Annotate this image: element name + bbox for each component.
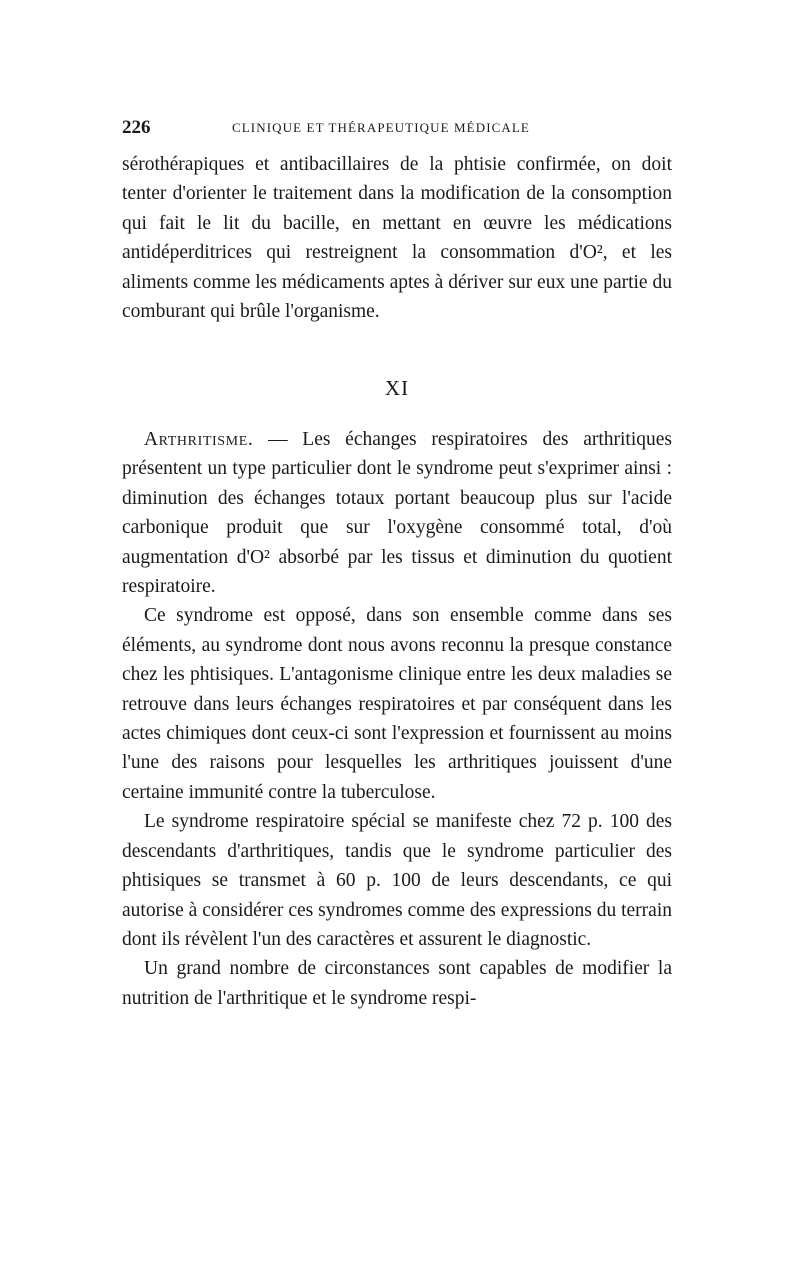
section-paragraph-3: Le syndrome respiratoire spécial se manifeste chez 72 p. 100 des descendants d'arthritiques, tandis que le syndrome particulier des phtisiques se transmet à 60 p. 100 de leurs descendants, ce qui autorise à considérer ces syndromes comme des expressions du terrain dont ils révèlent l'un des caractères et assurent le diagnostic.	[122, 811, 672, 950]
opening-text-block	[122, 150, 672, 326]
section-paragraph-4: Un grand nombre de circonstances sont capables de modifier la nutrition de l'arthritique et le syndrome respi-	[122, 958, 672, 1009]
page-number: 226	[122, 117, 151, 138]
section-heading: XI	[384, 376, 410, 400]
running-title: CLINIQUE ET THÉRAPEUTIQUE MÉDICALE	[232, 120, 530, 135]
running-header	[122, 117, 672, 141]
section-paragraph-2: Ce syndrome est opposé, dans son ensemble comme dans ses éléments, au syndrome dont nous avons reconnu la presque constance chez les phtisiques. L'antagonisme clinique entre les deux maladies se retrouve dans leurs échanges respiratoires et par conséquent dans les actes chimiques dont ceux-ci sont l'expression et fournissent au moins l'une des raisons pour lesquelles les arthritiques jouissent d'une certaine immunité contre la tuberculose.	[122, 605, 672, 803]
paragraph-text: — Les échanges respiratoires des arthritiques présentent un type particulier dont le syndrome peut s'exprimer ainsi : diminution des échanges totaux portant beaucoup plus sur l'acide carbonique produit que sur l'oxygène consommé total, d'où augmentation d'O² absorbé par les tissus et diminution du quotient respiratoire.	[122, 429, 672, 598]
section-text-block	[122, 425, 672, 1013]
section-paragraph-1	[122, 425, 672, 601]
paragraph-continuation: sérothérapiques et antibacillaires de la phtisie confirmée, on doit tenter d'orienter le traitement dans la modification de la consomption qui fait le lit du bacille, en mettant en œuvre les médications antidéperditrices qui restreignent la consommation d'O², et les aliments comme les médicaments aptes à dériver sur eux une partie du comburant qui brûle l'organisme.	[122, 154, 672, 323]
lead-term: Arthritisme.	[144, 429, 254, 450]
